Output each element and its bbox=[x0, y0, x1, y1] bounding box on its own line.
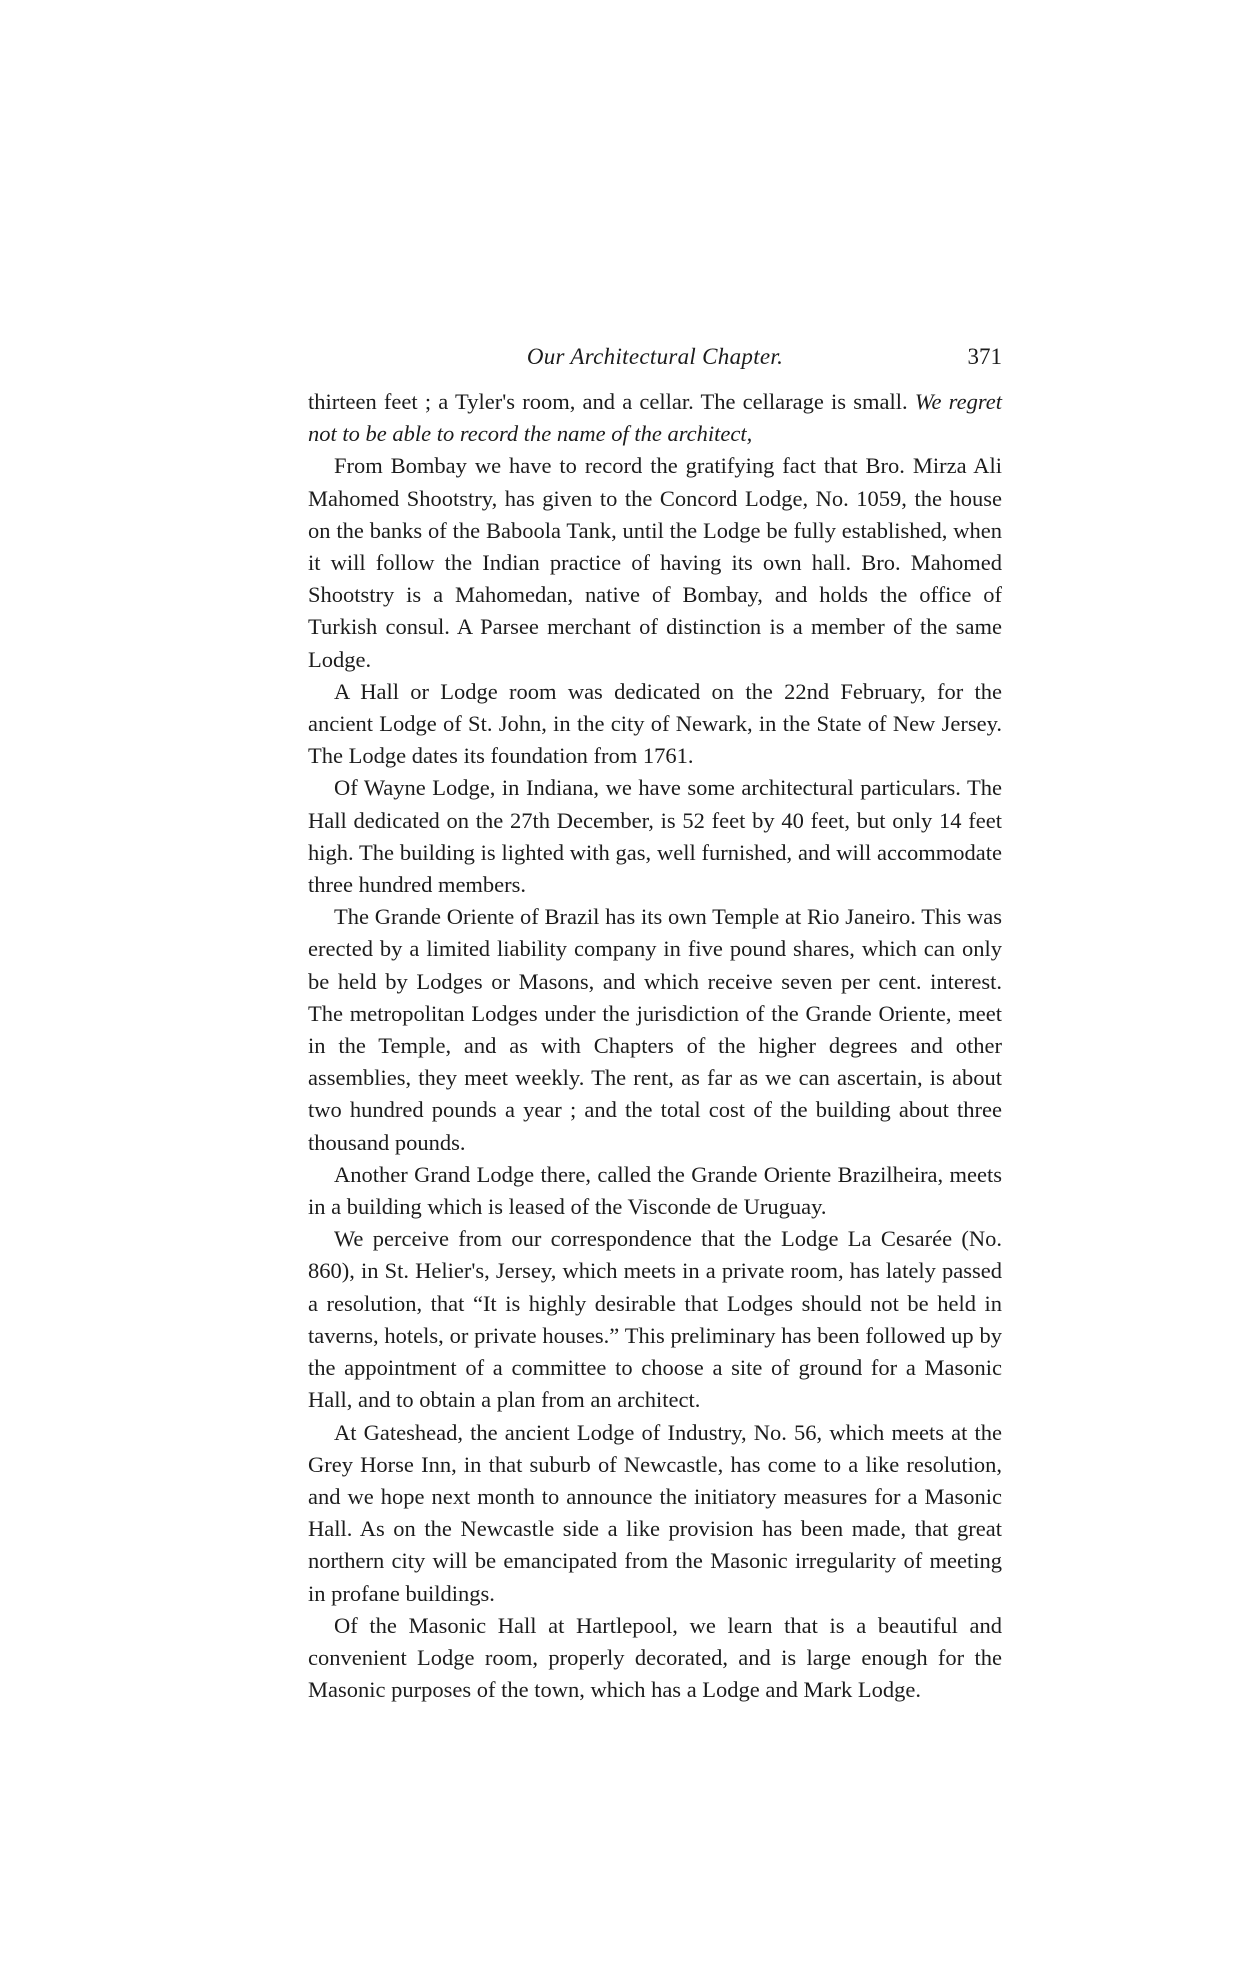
running-title: Our Architectural Chapter. bbox=[526, 344, 784, 369]
text-run: Of the Masonic Hall at Hartlepool, we learn that is a beautiful and convenient Lodge room, properly decorated, and is large enough for the Masonic purposes of the town, which has a Lodge and Mark Lodge. bbox=[308, 1612, 1002, 1703]
paragraph-continuation bbox=[308, 386, 1002, 450]
page-header bbox=[308, 344, 1002, 378]
text-run: At Gateshead, the ancient Lodge of Industry, No. 56, which meets at the Grey Horse Inn, in that suburb of Newcastle, has come to a like resolution, and we hope next month to announce the initiatory measures for a Masonic Hall. As on the Newcastle side a like provision has been made, that great northern city will be emancipated from the Masonic irregularity of meeting in profane buildings. bbox=[308, 1419, 1002, 1606]
text-run: Another Grand Lodge there, called the Grande Oriente Brazilheira, meets in a building which is leased of the Visconde de Uruguay. bbox=[308, 1161, 1002, 1220]
text-run: We perceive from our correspondence that the Lodge La Cesarée (No. 860), in St. Helier's, Jersey, which meets in a private room, has lately passed a resolution, that “It is highly desirable that Lodges should not be held in taverns, hotels, or private houses.” This preliminary has been followed up by the appointment of a committee to choose a site of ground for a Masonic Hall, and to obtain a plan from an architect. bbox=[308, 1226, 1002, 1413]
text-run: thirteen feet ; a Tyler's room, and a cellar. The cellarage is small. bbox=[308, 389, 915, 414]
paragraph-hartlepool bbox=[308, 1610, 1002, 1707]
paragraph-wayne-lodge bbox=[308, 772, 1002, 901]
text-run: A Hall or Lodge room was dedicated on the 22nd February, for the ancient Lodge of St. John, in the city of Newark, in the State of New Jersey. The Lodge dates its foundation from 1761. bbox=[308, 678, 1002, 769]
page-number: 371 bbox=[967, 344, 1002, 369]
text-run: The Grande Oriente of Brazil has its own Temple at Rio Janeiro. This was erected by a limited liability company in five pound shares, which can only be held by Lodges or Masons, and which receive seven per cent. interest. The metropolitan Lodges under the jurisdiction of the Grande Oriente, meet in the Temple, and as with Chapters of the higher degrees and other assemblies, they meet weekly. The rent, as far as we can ascertain, is about two hundred pounds a year ; and the total cost of the building about three thousand pounds. bbox=[308, 904, 1002, 1155]
paragraph-grande-oriente bbox=[308, 901, 1002, 1159]
paragraph-gateshead bbox=[308, 1417, 1002, 1610]
paragraph-newark bbox=[308, 676, 1002, 773]
paragraph-bombay bbox=[308, 450, 1002, 675]
text-run: From Bombay we have to record the gratifying fact that Bro. Mirza Ali Mahomed Shootstry, has given to the Concord Lodge, No. 1059, the house on the banks of the Baboola Tank, until the Lodge be fully established, when it will follow the Indian practice of having its own hall. Bro. Mahomed Shootstry is a Mahomedan, native of Bombay, and holds the office of Turkish consul. A Parsee merchant of distinction is a member of the same Lodge. bbox=[308, 453, 1002, 672]
italic-text-run: We regret not to be able to record the name of the architect, bbox=[308, 389, 1003, 447]
body-text bbox=[308, 386, 1002, 1706]
text-run: Of Wayne Lodge, in Indiana, we have some architectural particulars. The Hall dedicated on the 27th December, is 52 feet by 40 feet, but only 14 feet high. The building is lighted with gas, well furnished, and will accommodate three hundred members. bbox=[308, 775, 1002, 898]
paragraph-jersey bbox=[308, 1223, 1002, 1416]
paragraph-brazilheira bbox=[308, 1159, 1002, 1223]
